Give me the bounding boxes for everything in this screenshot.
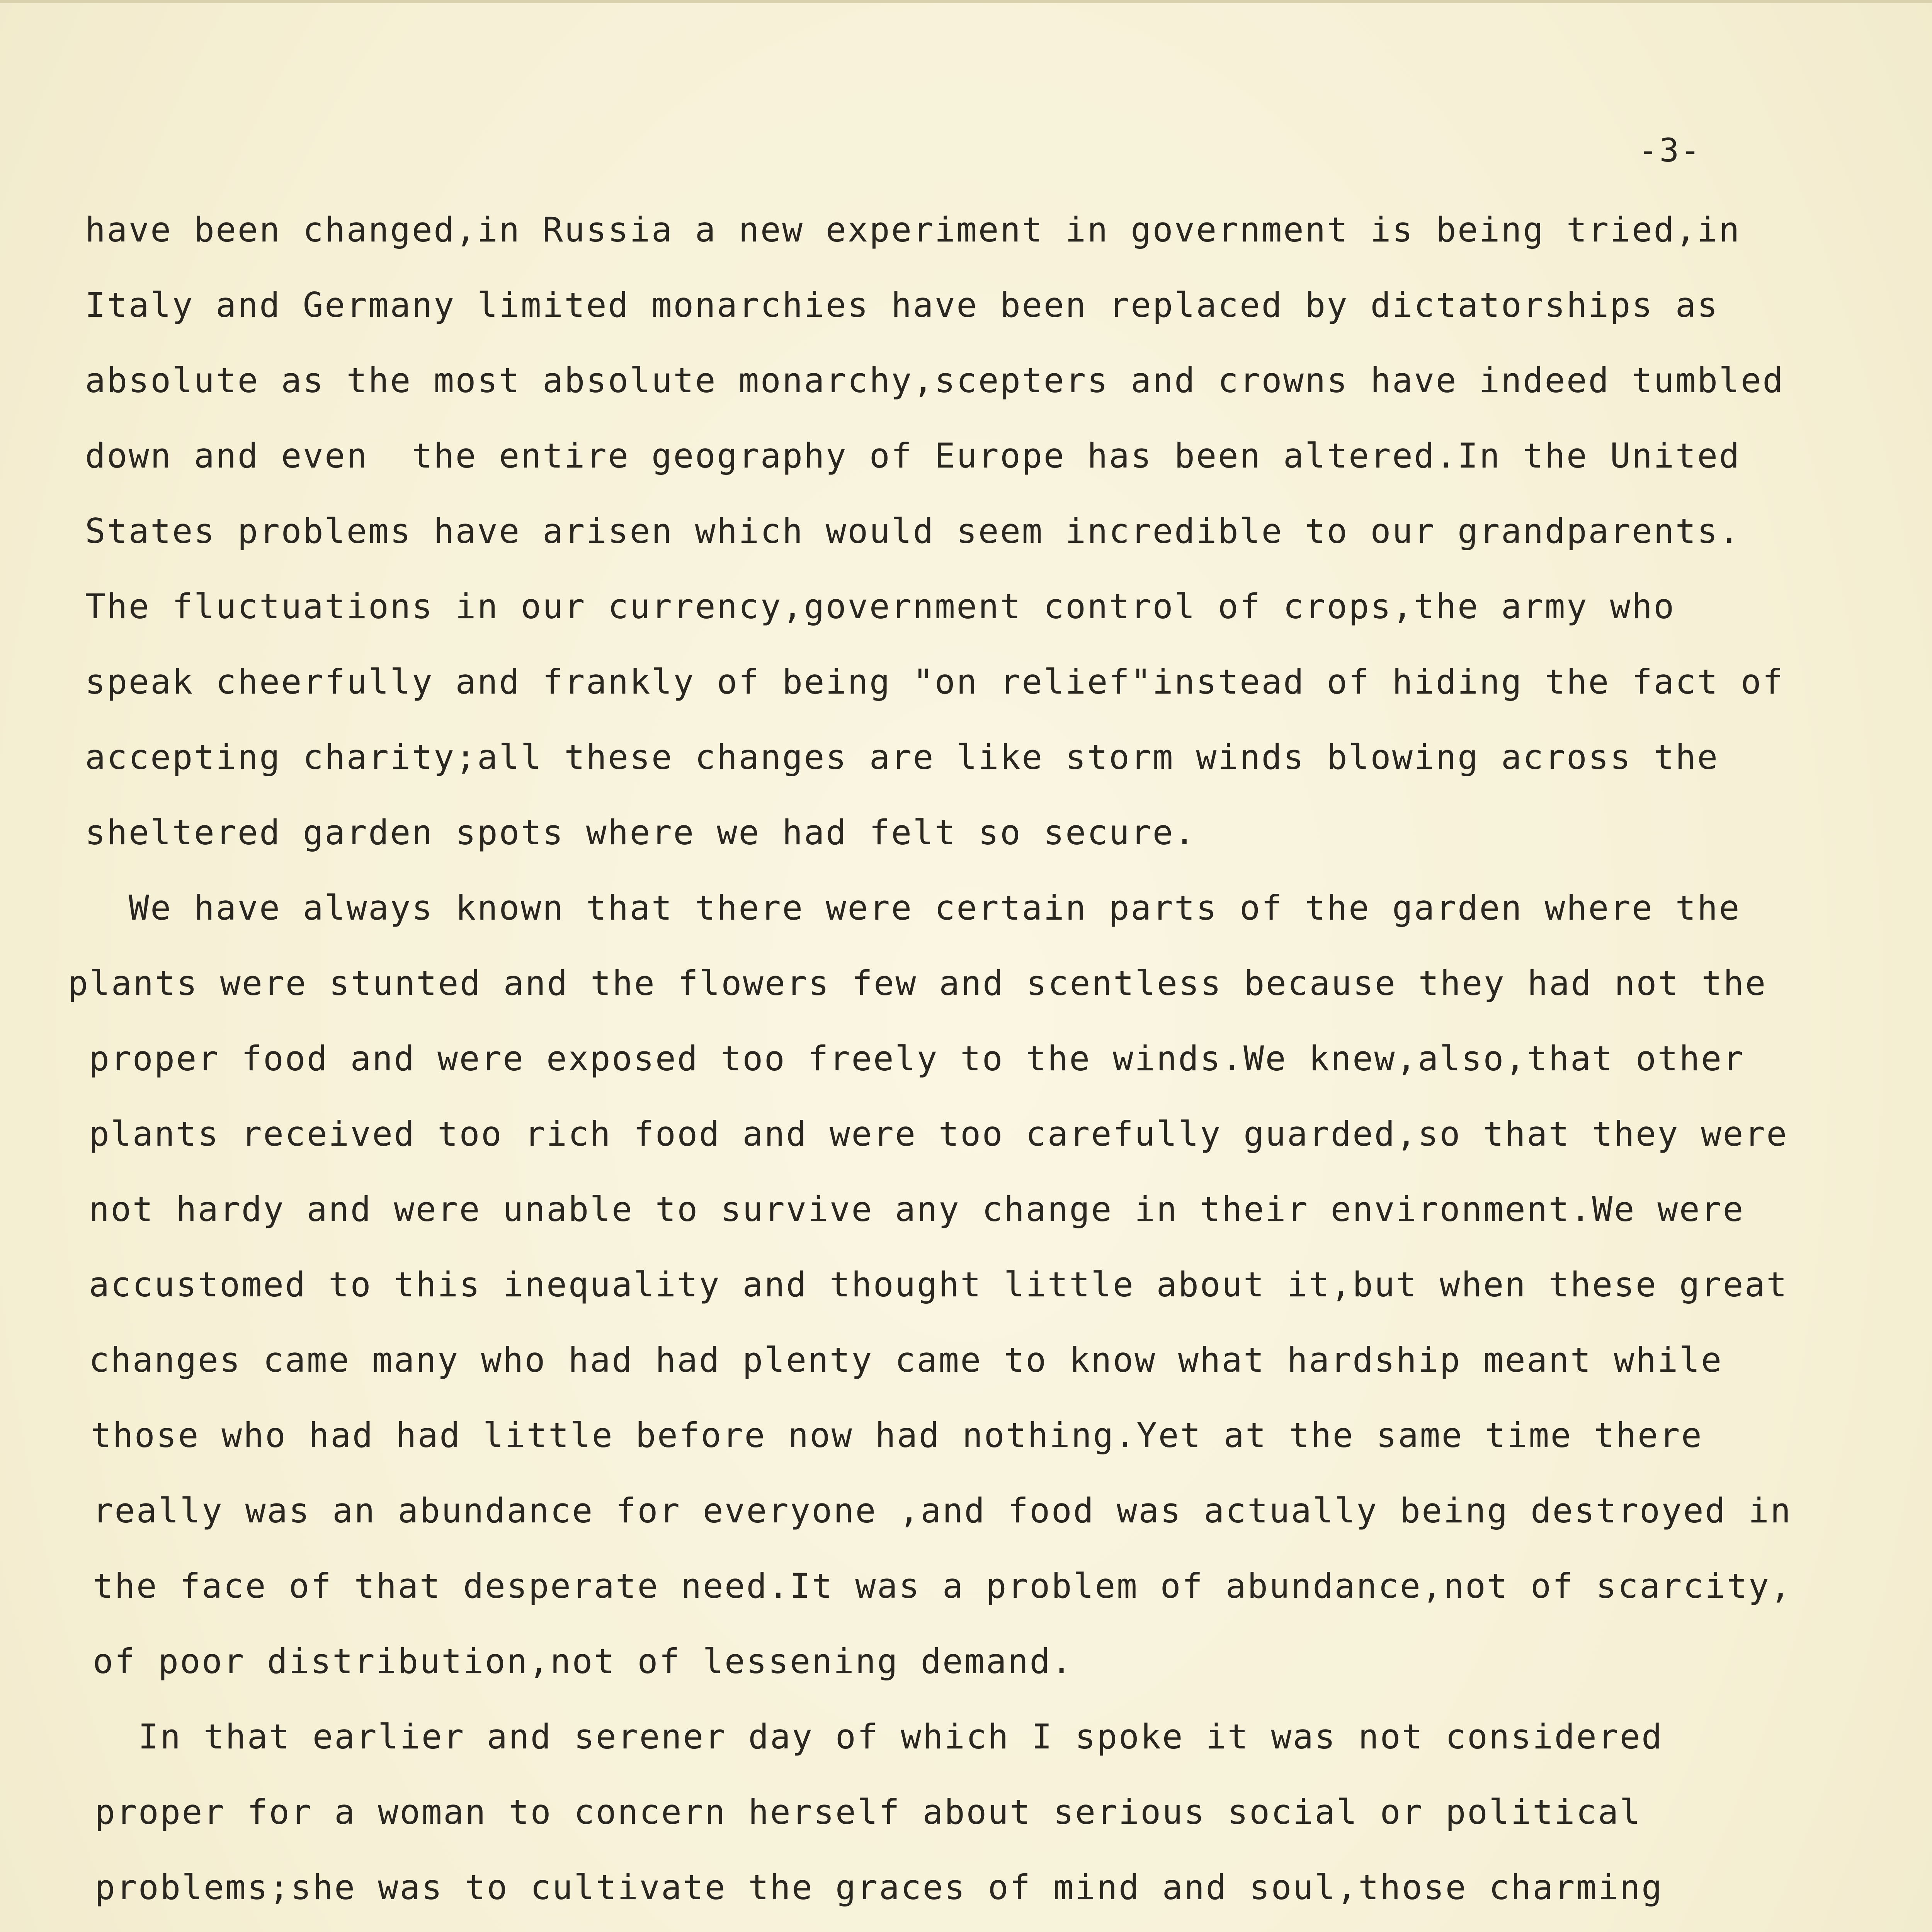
text-line: accustomed to this inequality and thought little about it,but when these great — [89, 1265, 1788, 1304]
text-line: those who had had little before now had nothing.Yet at the same time there — [91, 1415, 1703, 1455]
text-line: really was an abundance for everyone ,and food was actually being destroyed in — [93, 1491, 1792, 1531]
text-line: plants were stunted and the flowers few and scentless because they had not the — [68, 963, 1767, 1003]
text-line: The fluctuations in our currency,government control of crops,the army who — [85, 587, 1675, 626]
text-line: plants received too rich food and were too carefully guarded,so that they were — [89, 1114, 1788, 1154]
text-line: of poor distribution,not of lessening demand. — [93, 1641, 1073, 1681]
text-line: sheltered garden spots where we had felt so secure. — [85, 813, 1196, 852]
text-line: We have always known that there were certain parts of the garden where the — [85, 888, 1741, 928]
text-line: proper for a woman to concern herself about serious social or political — [95, 1792, 1642, 1832]
text-line: speak cheerfully and frankly of being "on relief"instead of hiding the fact of — [85, 662, 1784, 702]
text-line: problems;she was to cultivate the graces of mind and soul,those charming — [95, 1867, 1663, 1907]
text-line: Italy and Germany limited monarchies have been replaced by dictatorships as — [85, 285, 1719, 325]
text-line: changes came many who had had plenty came to know what hardship meant while — [89, 1340, 1723, 1380]
text-line: States problems have arisen which would seem incredible to our grandparents. — [85, 511, 1741, 551]
text-line: In that earlier and serener day of which I spoke it was not considered — [95, 1717, 1663, 1757]
text-line: the face of that desperate need.It was a problem of abundance,not of scarcity, — [93, 1566, 1792, 1606]
text-line: proper food and were exposed too freely to the winds.We knew,also,that other — [89, 1039, 1745, 1078]
text-line: not hardy and were unable to survive any change in their environment.We were — [89, 1189, 1745, 1229]
text-line: accepting charity;all these changes are like storm winds blowing across the — [85, 737, 1719, 777]
page-number: -3- — [1638, 131, 1702, 169]
text-line: have been changed,in Russia a new experiment in government is being tried,in — [85, 210, 1741, 250]
text-line: absolute as the most absolute monarchy,scepters and crowns have indeed tumbled — [85, 361, 1784, 400]
text-line: down and even the entire geography of Europe has been altered.In the United — [85, 436, 1741, 476]
